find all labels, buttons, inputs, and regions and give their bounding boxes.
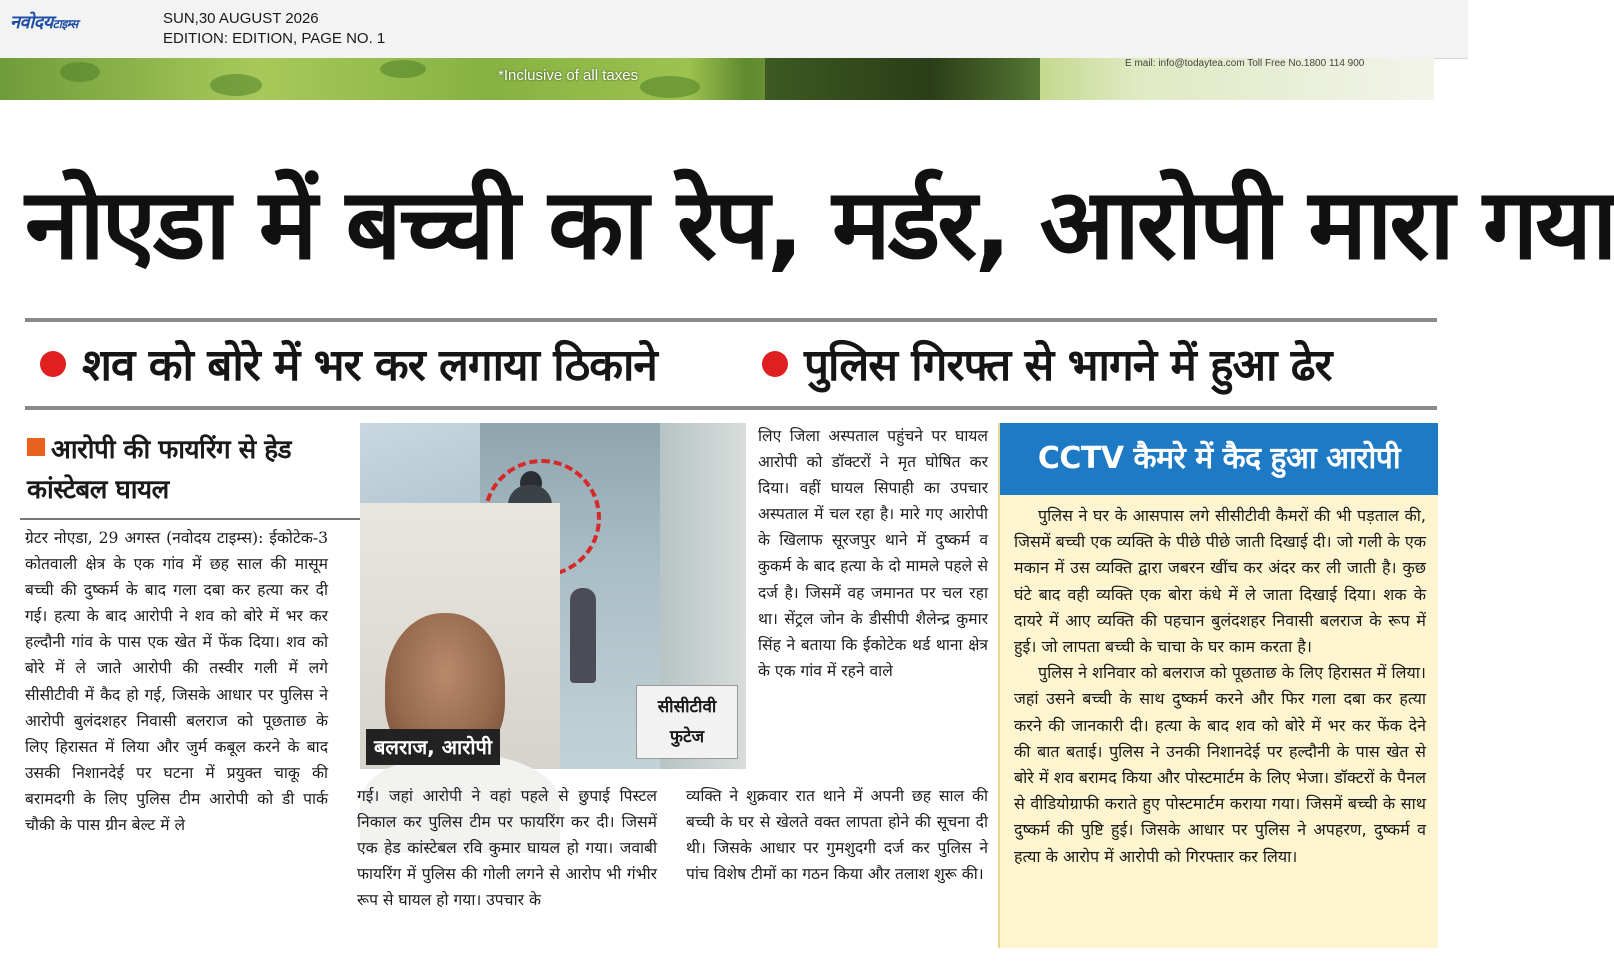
divider <box>20 518 375 520</box>
ad-leaf-decoration <box>380 60 426 78</box>
divider <box>25 406 1437 410</box>
kicker-text: आरोपी की फायरिंग से हेड कांस्टेबल घायल <box>27 435 292 505</box>
sidebar-paragraph-1: पुलिस ने घर के आसपास लगे सीसीटीवी कैमरों की भी पड़ताल की, जिसमें बच्ची एक व्यक्ति के पीछे पीछे जाती दिखाई दी। जो गली के एक मकान में उस व्यक्ति द्वारा जबरन खींच कर अंदर कर ली जाती है। कुछ घंटे बाद वही व्यक्ति एक बोरा कंधे में ले जाता दिखाई दिया। शक के दायरे में आए व्यक्ति की पहचान बुलंदशहर निवासी बलराज के रूप में हुई। जो लापता बच्ची के चाचा के घर काम करता है। <box>1014 506 1426 657</box>
divider <box>25 318 1437 322</box>
ad-leaf-decoration <box>60 62 100 82</box>
logo-sub-text: टाइम्स <box>52 17 78 31</box>
logo-main-text: नवोदय <box>10 12 53 33</box>
orange-square-icon <box>27 438 45 456</box>
edition-info: EDITION: EDITION, PAGE NO. 1 <box>163 30 386 47</box>
cctv-caption-line-1: सीसीटीवी <box>657 697 717 717</box>
top-bar <box>0 0 1468 59</box>
article-column-3: लिए जिला अस्पताल पहुंचने पर घायल आरोपी को डॉक्टरों ने मृत घोषित कर दिया। वहीं घायल सिपाही का उपचार अस्पताल में चल रहा है। मारे गए आरोपी के खिलाफ सूरजपुर थाने में दुष्कर्म व कुकर्म के बाद हत्या के दो मामले पहले से दर्ज है। जिसमें वह जमानत पर चल रहा था। सेंट्रल जोन के डीसीपी शैलेन्द्र कुमार सिंह ने बताया कि ईकोटेक थर्ड थाना क्षेत्र के एक गांव में रहने वाले <box>758 427 988 680</box>
issue-date: SUN,30 AUGUST 2026 <box>163 10 319 27</box>
sidebar-body <box>1014 503 1426 943</box>
article-column-3-continued: व्यक्ति ने शुक्रवार रात थाने में अपनी छह साल की बच्ची के घर से खेलते वक्त लापता होने की सूचना दी थी। जिसके आधार पर गुमशुदगी दर्ज कर पुलिस ने पांच विशेष टीमों का गठन किया और तलाश शुरू की। <box>686 787 988 884</box>
cctv-caption-line-2: फुटेज <box>669 727 705 747</box>
cctv-photo <box>360 423 746 769</box>
subheadline-2-text: पुलिस गिरफ्त से भागने में हुआ ढेर <box>804 340 1332 391</box>
article-column-2: गई। जहां आरोपी ने वहां पहले से छुपाई पिस्टल निकाल कर पुलिस टीम पर फायरिंग कर दी। जिसमें एक हेड कांस्टेबल रवि कुमार घायल हो गया। जवाबी फायरिंग में पुलिस की गोली लगने से आरोप भी गंभीर रूप से घायल हो गया। उपचार के <box>357 787 657 910</box>
article-column-1: ग्रेटर नोएडा, 29 अगस्त (नवोदय टाइम्स): ईकोटेक-3 कोतवाली क्षेत्र के एक गांव में छह साल की मासूम बच्ची की दुष्कर्म के बाद गला दबा कर हत्या कर दी गई। हत्या के बाद आरोपी ने शव को बोरे में भर कर हल्दौनी गांव के पास एक खेत में फेंक दिया। शव को बोरे में ले जाते आरोपी की तस्वीर गली में लगे सीसीटीवी में कैद हो गई, जिसके आधार पर पुलिस ने आरोपी बुलंदशहर निवासी बलराज को पूछताछ के लिए हिरासत में लिया और जुर्म कबूल करने के बाद उसकी निशानदेई पर घटना में प्रयुक्त चाकू की बरामदगी के लिए पुलिस टीम आरोपी को डी पार्क चौकी के पास ग्रीन बेल्ट में ले <box>25 529 328 835</box>
cctv-sidebar-box <box>998 423 1438 948</box>
ad-taxes-note: *Inclusive of all taxes <box>498 67 639 84</box>
sidebar-paragraph-2: पुलिस ने शनिवार को बलराज को पूछताछ के लिए हिरासत में लिया। जहां उसने बच्ची के साथ दुष्कर्म करने और फिर गला दबा कर हत्या करने की जानकारी दी। हत्या के बाद शव को बोरे में भर कर फेंक देने की बात बताई। पुलिस ने उनकी निशानदेई पर हल्दौनी के पास खेत से बोरे में शव बरामद किया और पोस्टमार्टम के लिए भेजा। डॉक्टरों के पैनल से वीडियोग्राफी कराते हुए पोस्टमार्टम कराया गया। जिसमें बच्ची के साथ दुष्कर्म की पुष्टि हुई। जिसके आधार पर पुलिस ने अपहरण, दुष्कर्म व हत्या के आरोप में आरोपी को गिरफ्तार कर लिया। <box>1014 663 1426 866</box>
red-bullet-icon <box>762 351 788 377</box>
photo-figure-girl <box>570 588 596 683</box>
ad-leaf-decoration <box>210 74 262 96</box>
kicker-heading <box>27 430 362 510</box>
subheadline-2 <box>762 336 1437 396</box>
ad-contact: E mail: info@todaytea.com Toll Free No.1800 114 900 <box>1125 58 1365 69</box>
ad-leaf-decoration <box>640 76 700 98</box>
photo-name-caption: बलराज, आरोपी <box>366 729 500 765</box>
red-bullet-icon <box>40 351 66 377</box>
dateline <box>163 9 385 49</box>
main-headline: नोएडा में बच्ची का रेप, मर्डर, आरोपी मारा गया <box>25 168 1614 282</box>
newspaper-logo[interactable] <box>10 10 78 34</box>
ad-dark-panel <box>765 58 1040 100</box>
photo-cctv-caption <box>636 685 738 759</box>
sidebar-heading: CCTV कैमरे में कैद हुआ आरोपी <box>1000 423 1438 495</box>
subheadline-1 <box>40 336 740 396</box>
advertisement-strip <box>0 58 1434 100</box>
subheadline-1-text: शव को बोरे में भर कर लगाया ठिकाने <box>82 340 657 391</box>
